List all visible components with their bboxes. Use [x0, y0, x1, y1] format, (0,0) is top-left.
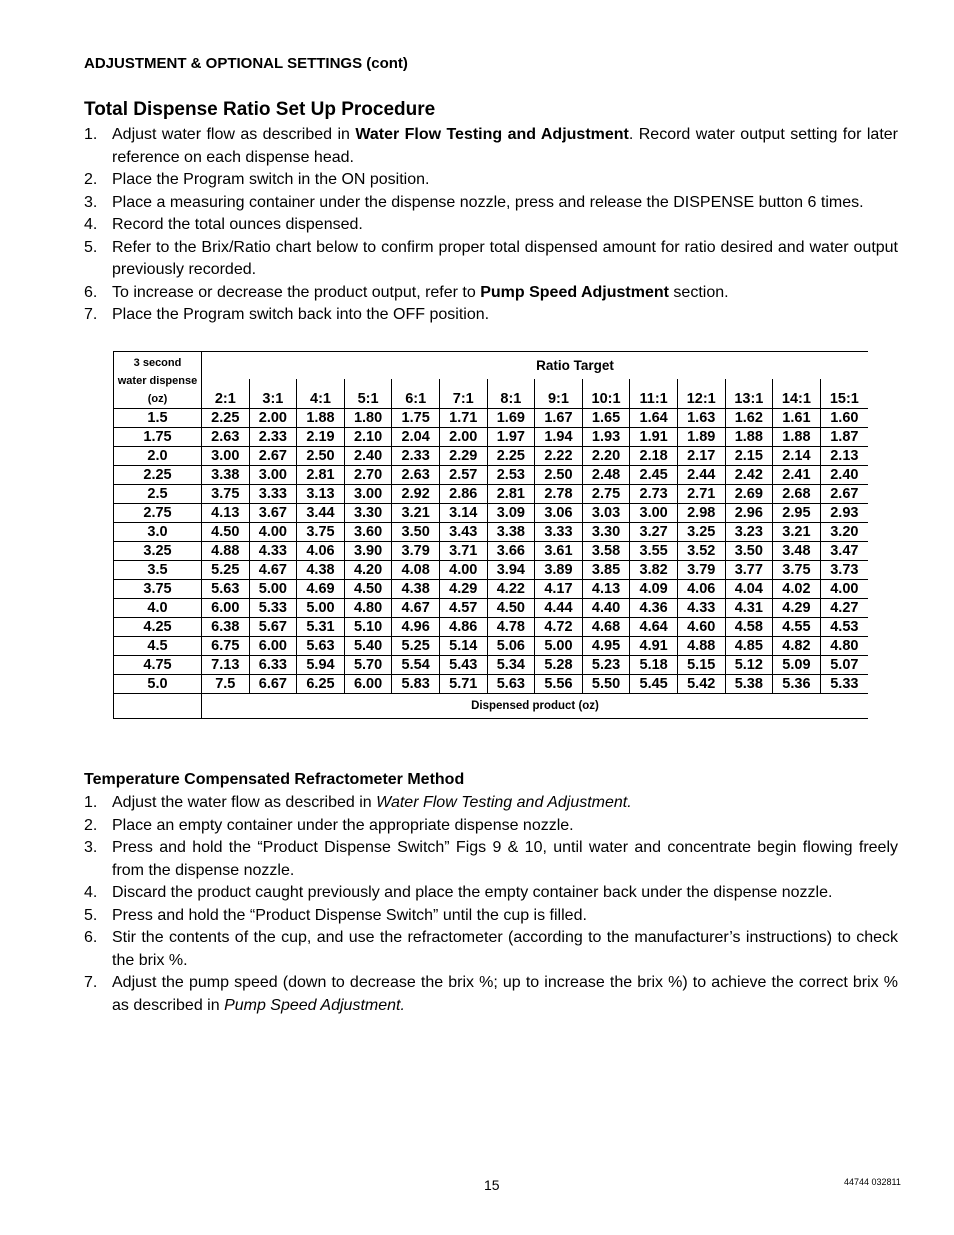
dispensed-value: 5.15: [677, 656, 725, 675]
water-value: 4.25: [114, 618, 202, 637]
refractometer-title: Temperature Compensated Refractometer Method: [84, 771, 465, 788]
dispensed-value: 4.88: [677, 637, 725, 656]
water-dispense-header: [114, 352, 202, 409]
ratio-header: 4:1: [297, 379, 345, 408]
dispensed-value: 4.00: [249, 523, 297, 542]
procedure-title: Total Dispense Ratio Set Up Procedure: [84, 99, 436, 120]
dispensed-value: 2.57: [439, 466, 487, 485]
dispensed-value: 5.63: [297, 637, 345, 656]
dispensed-value: 3.30: [582, 523, 630, 542]
dispensed-value: 4.44: [535, 599, 583, 618]
table-row: [114, 504, 869, 523]
dispensed-value: 2.44: [677, 466, 725, 485]
dispensed-value: 2.22: [535, 447, 583, 466]
step-item: 5. Press and hold the “Product Dispense Switch” until the cup is filled.: [84, 906, 587, 924]
document-code: 44744 032811: [844, 1177, 901, 1187]
dispensed-value: 4.53: [820, 618, 868, 637]
dispensed-value: 3.60: [344, 523, 392, 542]
ratio-header: 3:1: [249, 379, 297, 408]
table-row: [114, 428, 869, 447]
dispensed-value: 4.82: [773, 637, 821, 656]
dispensed-value: 4.67: [392, 599, 440, 618]
step-item: 7. Adjust the pump speed (down to decrease the brix %; up to increase the brix %) to achieve the correct brix % as described in Pump Speed Adjustment.: [84, 974, 898, 1014]
dispensed-value: 5.38: [725, 675, 773, 694]
dispensed-value: 6.38: [202, 618, 250, 637]
step-item: 1. Adjust the water flow as described in Water Flow Testing and Adjustment.: [84, 794, 632, 811]
dispensed-value: 2.63: [202, 428, 250, 447]
dispensed-value: 3.75: [297, 523, 345, 542]
dispensed-value: 4.60: [677, 618, 725, 637]
ratio-header: 6:1: [392, 379, 440, 408]
dispensed-value: 2.40: [344, 447, 392, 466]
section-heading: ADJUSTMENT & OPTIONAL SETTINGS (cont): [84, 55, 408, 72]
dispensed-value: 4.33: [249, 542, 297, 561]
dispensed-value: 5.54: [392, 656, 440, 675]
water-value: 3.75: [114, 580, 202, 599]
dispensed-value: 2.17: [677, 447, 725, 466]
dispensed-value: 3.75: [773, 561, 821, 580]
dispensed-value: 3.79: [677, 561, 725, 580]
dispensed-value: 1.62: [725, 409, 773, 428]
step-item: 4. Record the total ounces dispensed.: [84, 216, 363, 233]
dispensed-value: 2.81: [487, 485, 535, 504]
dispensed-value: 3.75: [202, 485, 250, 504]
water-value: 4.5: [114, 637, 202, 656]
step-item: 3. Place a measuring container under the dispense nozzle, press and release the DISPENSE button 6 times.: [84, 193, 864, 211]
dispensed-value: 2.50: [535, 466, 583, 485]
dispensed-value: 2.98: [677, 504, 725, 523]
dispensed-value: 3.20: [820, 523, 868, 542]
ratio-header: 11:1: [630, 379, 678, 408]
dispensed-value: 4.80: [820, 637, 868, 656]
dispensed-value: 3.38: [487, 523, 535, 542]
ratio-header: 12:1: [677, 379, 725, 408]
dispensed-value: 7.13: [202, 656, 250, 675]
dispensed-value: 4.22: [487, 580, 535, 599]
dispensed-value: 3.50: [725, 542, 773, 561]
dispensed-value: 3.21: [392, 504, 440, 523]
step-item: 7. Place the Program switch back into the OFF position.: [84, 306, 490, 323]
dispensed-value: 5.42: [677, 675, 725, 694]
dispensed-value: 5.23: [582, 656, 630, 675]
dispensed-value: 1.64: [630, 409, 678, 428]
ratio-header: 5:1: [344, 379, 392, 408]
dispensed-value: 1.80: [344, 409, 392, 428]
dispensed-value: 3.00: [202, 447, 250, 466]
dispensed-value: 2.53: [487, 466, 535, 485]
dispensed-value: 4.50: [344, 580, 392, 599]
water-value: 2.0: [114, 447, 202, 466]
table-row: [114, 618, 869, 637]
dispensed-value: 2.40: [820, 466, 868, 485]
dispensed-value: 4.50: [487, 599, 535, 618]
dispensed-value: 5.67: [249, 618, 297, 637]
dispensed-value: 3.67: [249, 504, 297, 523]
dispensed-value: 2.70: [344, 466, 392, 485]
dispensed-value: 3.25: [677, 523, 725, 542]
brix-ratio-table: [113, 351, 868, 719]
dispensed-value: 2.75: [582, 485, 630, 504]
dispensed-value: 6.00: [344, 675, 392, 694]
dispensed-value: 2.10: [344, 428, 392, 447]
dispensed-value: 3.47: [820, 542, 868, 561]
footer-empty-cell: [114, 694, 202, 719]
dispensed-value: 4.17: [535, 580, 583, 599]
dispensed-value: 2.29: [439, 447, 487, 466]
step-item: 4. Discard the product caught previously and place the empty container back under the dispense nozzle.: [84, 884, 833, 901]
water-value: 2.75: [114, 504, 202, 523]
dispensed-value: 2.48: [582, 466, 630, 485]
dispensed-value: 1.93: [582, 428, 630, 447]
table-row: [114, 599, 869, 618]
dispensed-value: 4.88: [202, 542, 250, 561]
dispensed-value: 3.43: [439, 523, 487, 542]
dispensed-value: 1.88: [725, 428, 773, 447]
dispensed-value: 2.69: [725, 485, 773, 504]
dispensed-value: 4.58: [725, 618, 773, 637]
dispensed-value: 1.60: [820, 409, 868, 428]
dispensed-value: 4.67: [249, 561, 297, 580]
dispensed-value: 5.45: [630, 675, 678, 694]
dispensed-value: 2.20: [582, 447, 630, 466]
dispensed-value: 3.90: [344, 542, 392, 561]
dispensed-value: 4.50: [202, 523, 250, 542]
dispensed-value: 3.48: [773, 542, 821, 561]
dispensed-value: 5.43: [439, 656, 487, 675]
table-row: [114, 637, 869, 656]
dispensed-value: 2.96: [725, 504, 773, 523]
dispensed-value: 3.52: [677, 542, 725, 561]
dispensed-value: 5.50: [582, 675, 630, 694]
dispensed-value: 4.29: [773, 599, 821, 618]
dispensed-value: 1.69: [487, 409, 535, 428]
dispensed-value: 4.86: [439, 618, 487, 637]
water-value: 4.75: [114, 656, 202, 675]
dispensed-value: 1.63: [677, 409, 725, 428]
dispensed-value: 5.63: [487, 675, 535, 694]
step-item: 2. Place the Program switch in the ON position.: [84, 171, 430, 188]
dispensed-value: 2.15: [725, 447, 773, 466]
dispensed-value: 6.67: [249, 675, 297, 694]
dispensed-value: 3.66: [487, 542, 535, 561]
dispensed-value: 3.06: [535, 504, 583, 523]
dispensed-value: 5.00: [249, 580, 297, 599]
dispensed-value: 4.31: [725, 599, 773, 618]
water-value: 4.0: [114, 599, 202, 618]
dispensed-value: 4.64: [630, 618, 678, 637]
dispensed-value: 1.88: [297, 409, 345, 428]
dispensed-value: 3.61: [535, 542, 583, 561]
dispensed-value: 4.00: [439, 561, 487, 580]
dispensed-value: 5.25: [202, 561, 250, 580]
dispensed-value: 5.28: [535, 656, 583, 675]
table-row: [114, 542, 869, 561]
dispensed-value: 3.00: [249, 466, 297, 485]
dispensed-value: 2.41: [773, 466, 821, 485]
dispensed-value: 2.14: [773, 447, 821, 466]
dispensed-value: 2.19: [297, 428, 345, 447]
dispensed-value: 2.81: [297, 466, 345, 485]
dispensed-value: 5.34: [487, 656, 535, 675]
dispensed-value: 2.93: [820, 504, 868, 523]
ratio-header: 8:1: [487, 379, 535, 408]
dispensed-value: 2.86: [439, 485, 487, 504]
dispensed-value: 4.20: [344, 561, 392, 580]
dispensed-value: 4.06: [677, 580, 725, 599]
dispensed-value: 3.58: [582, 542, 630, 561]
dispensed-value: 1.97: [487, 428, 535, 447]
dispensed-value: 6.75: [202, 637, 250, 656]
dispensed-value: 4.02: [773, 580, 821, 599]
dispensed-value: 1.87: [820, 428, 868, 447]
dispensed-value: 5.33: [820, 675, 868, 694]
water-header-line: 3 second: [133, 357, 182, 369]
step-item: 1. Adjust water flow as described in Water Flow Testing and Adjustment. Record water output setting for later reference on each dispense head.: [84, 126, 898, 166]
water-value: 3.5: [114, 561, 202, 580]
dispensed-value: 1.89: [677, 428, 725, 447]
dispensed-value: 2.04: [392, 428, 440, 447]
dispensed-value: 3.27: [630, 523, 678, 542]
dispensed-value: 3.71: [439, 542, 487, 561]
refractometer-steps: [84, 792, 898, 1017]
dispensed-value: 3.79: [392, 542, 440, 561]
step-item: 5. Refer to the Brix/Ratio chart below to confirm proper total dispensed amount for ratio desired and water output previously recorded.: [84, 238, 898, 278]
dispensed-value: 7.5: [202, 675, 250, 694]
dispensed-value: 5.09: [773, 656, 821, 675]
dispensed-value: 2.45: [630, 466, 678, 485]
dispensed-value: 5.18: [630, 656, 678, 675]
water-value: 2.5: [114, 485, 202, 504]
water-value: 1.5: [114, 409, 202, 428]
dispensed-value: 4.38: [297, 561, 345, 580]
dispensed-value: 6.00: [249, 637, 297, 656]
dispensed-value: 5.00: [535, 637, 583, 656]
dispensed-value: 5.40: [344, 637, 392, 656]
dispensed-value: 4.09: [630, 580, 678, 599]
dispensed-value: 2.68: [773, 485, 821, 504]
table-row: [114, 675, 869, 694]
dispensed-value: 2.42: [725, 466, 773, 485]
dispensed-value: 3.14: [439, 504, 487, 523]
dispensed-value: 3.33: [535, 523, 583, 542]
dispensed-value: 4.69: [297, 580, 345, 599]
dispensed-value: 5.25: [392, 637, 440, 656]
dispensed-value: 5.70: [344, 656, 392, 675]
dispensed-value: 1.75: [392, 409, 440, 428]
dispensed-value: 2.92: [392, 485, 440, 504]
dispensed-value: 5.14: [439, 637, 487, 656]
dispensed-value: 4.85: [725, 637, 773, 656]
water-value: 2.25: [114, 466, 202, 485]
step-item: 2. Place an empty container under the appropriate dispense nozzle.: [84, 816, 574, 834]
dispensed-product-label: Dispensed product (oz): [202, 694, 869, 719]
dispensed-value: 5.71: [439, 675, 487, 694]
dispensed-value: 5.63: [202, 580, 250, 599]
table-row: [114, 447, 869, 466]
ratio-header: 14:1: [773, 379, 821, 408]
dispensed-value: 3.03: [582, 504, 630, 523]
dispensed-value: 5.31: [297, 618, 345, 637]
dispensed-value: 3.85: [582, 561, 630, 580]
dispensed-value: 1.94: [535, 428, 583, 447]
dispensed-value: 4.33: [677, 599, 725, 618]
dispensed-value: 3.89: [535, 561, 583, 580]
water-value: 3.25: [114, 542, 202, 561]
dispensed-value: 6.33: [249, 656, 297, 675]
table-row: [114, 580, 869, 599]
table-row: [114, 561, 869, 580]
dispensed-value: 3.73: [820, 561, 868, 580]
dispensed-value: 3.38: [202, 466, 250, 485]
dispensed-value: 3.82: [630, 561, 678, 580]
dispensed-value: 5.33: [249, 599, 297, 618]
dispensed-value: 3.00: [344, 485, 392, 504]
water-value: 1.75: [114, 428, 202, 447]
dispensed-value: 5.06: [487, 637, 535, 656]
dispensed-value: 3.13: [297, 485, 345, 504]
procedure-steps: [84, 124, 898, 327]
dispensed-value: 4.91: [630, 637, 678, 656]
dispensed-value: 4.27: [820, 599, 868, 618]
ratio-header: 2:1: [202, 379, 250, 408]
dispensed-value: 4.08: [392, 561, 440, 580]
step-item: 6. To increase or decrease the product output, refer to Pump Speed Adjustment section.: [84, 283, 729, 301]
dispensed-value: 4.80: [344, 599, 392, 618]
dispensed-value: 3.50: [392, 523, 440, 542]
ratio-header: 9:1: [535, 379, 583, 408]
dispensed-value: 3.23: [725, 523, 773, 542]
dispensed-value: 4.29: [439, 580, 487, 599]
dispensed-value: 3.77: [725, 561, 773, 580]
dispensed-value: 2.50: [297, 447, 345, 466]
dispensed-value: 5.10: [344, 618, 392, 637]
dispensed-value: 5.83: [392, 675, 440, 694]
dispensed-value: 4.38: [392, 580, 440, 599]
dispensed-value: 4.68: [582, 618, 630, 637]
dispensed-value: 4.06: [297, 542, 345, 561]
dispensed-value: 1.71: [439, 409, 487, 428]
dispensed-value: 2.25: [487, 447, 535, 466]
dispensed-value: 2.63: [392, 466, 440, 485]
dispensed-value: 4.78: [487, 618, 535, 637]
dispensed-value: 4.13: [202, 504, 250, 523]
table-row: [114, 485, 869, 504]
table-row: [114, 466, 869, 485]
dispensed-value: 2.33: [249, 428, 297, 447]
ratio-header: 15:1: [820, 379, 868, 408]
dispensed-value: 4.36: [630, 599, 678, 618]
dispensed-value: 5.94: [297, 656, 345, 675]
dispensed-value: 4.57: [439, 599, 487, 618]
dispensed-value: 3.44: [297, 504, 345, 523]
table-row: [114, 656, 869, 675]
dispensed-value: 5.00: [297, 599, 345, 618]
dispensed-value: 2.18: [630, 447, 678, 466]
dispensed-value: 2.73: [630, 485, 678, 504]
dispensed-value: 5.56: [535, 675, 583, 694]
dispensed-value: 5.12: [725, 656, 773, 675]
page-number: 15: [484, 1177, 500, 1193]
table-row: [114, 409, 869, 428]
dispensed-value: 4.72: [535, 618, 583, 637]
dispensed-value: 2.95: [773, 504, 821, 523]
dispensed-value: 5.36: [773, 675, 821, 694]
dispensed-value: 2.00: [249, 409, 297, 428]
dispensed-value: 1.61: [773, 409, 821, 428]
dispensed-value: 2.25: [202, 409, 250, 428]
water-header-line: (oz): [147, 393, 168, 405]
dispensed-value: 4.96: [392, 618, 440, 637]
dispensed-value: 1.91: [630, 428, 678, 447]
dispensed-value: 3.30: [344, 504, 392, 523]
dispensed-value: 2.78: [535, 485, 583, 504]
ratio-header: 10:1: [582, 379, 630, 408]
water-value: 5.0: [114, 675, 202, 694]
dispensed-value: 1.67: [535, 409, 583, 428]
ratio-target-label: Ratio Target: [202, 352, 869, 380]
dispensed-value: 4.55: [773, 618, 821, 637]
step-item: 3. Press and hold the “Product Dispense Switch” Figs 9 & 10, until water and concentrate begin flowing freely from the dispense nozzle.: [84, 839, 898, 879]
dispensed-value: 4.40: [582, 599, 630, 618]
dispensed-value: 3.00: [630, 504, 678, 523]
dispensed-value: 3.33: [249, 485, 297, 504]
dispensed-value: 1.88: [773, 428, 821, 447]
dispensed-value: 4.13: [582, 580, 630, 599]
water-value: 3.0: [114, 523, 202, 542]
dispensed-value: 6.25: [297, 675, 345, 694]
dispensed-value: 2.67: [820, 485, 868, 504]
dispensed-value: 2.00: [439, 428, 487, 447]
dispensed-value: 4.00: [820, 580, 868, 599]
dispensed-value: 5.07: [820, 656, 868, 675]
dispensed-value: 4.04: [725, 580, 773, 599]
dispensed-value: 4.95: [582, 637, 630, 656]
dispensed-value: 2.71: [677, 485, 725, 504]
dispensed-value: 1.65: [582, 409, 630, 428]
dispensed-value: 3.09: [487, 504, 535, 523]
water-header-line: water dispense: [117, 375, 198, 387]
dispensed-value: 2.33: [392, 447, 440, 466]
dispensed-value: 6.00: [202, 599, 250, 618]
ratio-header: 7:1: [439, 379, 487, 408]
table-row: [114, 523, 869, 542]
step-item: 6. Stir the contents of the cup, and use the refractometer (according to the manufacturer’s instructions) to check the brix %.: [84, 929, 898, 969]
dispensed-value: 3.55: [630, 542, 678, 561]
dispensed-value: 2.13: [820, 447, 868, 466]
ratio-header: 13:1: [725, 379, 773, 408]
dispensed-value: 3.21: [773, 523, 821, 542]
dispensed-value: 3.94: [487, 561, 535, 580]
dispensed-value: 2.67: [249, 447, 297, 466]
